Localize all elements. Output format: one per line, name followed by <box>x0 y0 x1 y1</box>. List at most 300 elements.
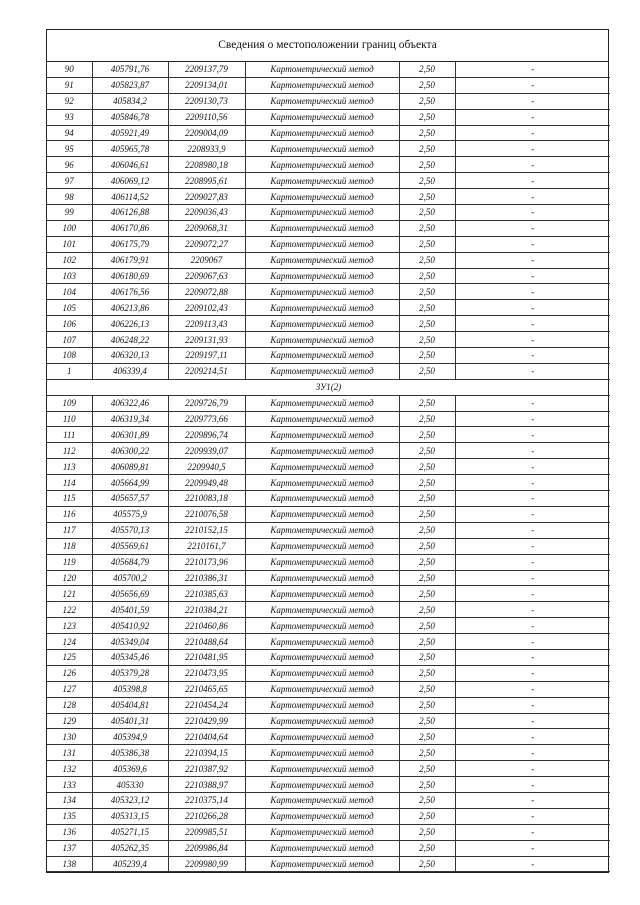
description-cell: - <box>455 459 610 475</box>
y-coordinate-cell: 2208933,9 <box>168 141 245 157</box>
precision-cell: 2,50 <box>399 284 455 300</box>
x-coordinate-cell: 406176,56 <box>92 284 168 300</box>
description-cell: - <box>455 268 610 284</box>
table-row <box>47 141 610 157</box>
method-cell: Картометрический метод <box>245 268 399 284</box>
precision-cell: 2,50 <box>399 634 455 650</box>
method-cell: Картометрический метод <box>245 538 399 554</box>
y-coordinate-cell: 2209986,84 <box>168 840 245 856</box>
point-number-cell: 113 <box>47 459 92 475</box>
precision-cell: 2,50 <box>399 506 455 522</box>
y-coordinate-cell: 2209949,48 <box>168 475 245 491</box>
x-coordinate-cell: 406248,22 <box>92 332 168 348</box>
x-coordinate-cell: 406319,34 <box>92 411 168 427</box>
table-row <box>47 634 610 650</box>
table-row <box>47 348 610 364</box>
method-cell: Картометрический метод <box>245 141 399 157</box>
precision-cell: 2,50 <box>399 77 455 93</box>
precision-cell: 2,50 <box>399 618 455 634</box>
description-cell: - <box>455 284 610 300</box>
table-row <box>47 205 610 221</box>
description-cell: - <box>455 586 610 602</box>
table-row <box>47 792 610 808</box>
method-cell: Картометрический метод <box>245 220 399 236</box>
y-coordinate-cell: 2209072,88 <box>168 284 245 300</box>
x-coordinate-cell: 405401,59 <box>92 602 168 618</box>
x-coordinate-cell: 406170,86 <box>92 220 168 236</box>
method-cell: Картометрический метод <box>245 284 399 300</box>
precision-cell: 2,50 <box>399 205 455 221</box>
precision-cell: 2,50 <box>399 649 455 665</box>
section-label: ЗУ1(2) <box>47 379 610 395</box>
method-cell: Картометрический метод <box>245 649 399 665</box>
precision-cell: 2,50 <box>399 252 455 268</box>
x-coordinate-cell: 406114,52 <box>92 189 168 205</box>
x-coordinate-cell: 406126,88 <box>92 205 168 221</box>
description-cell: - <box>455 205 610 221</box>
precision-cell: 2,50 <box>399 316 455 332</box>
description-cell: - <box>455 777 610 793</box>
point-number-cell: 95 <box>47 141 92 157</box>
description-cell: - <box>455 173 610 189</box>
description-cell: - <box>455 411 610 427</box>
method-cell: Картометрический метод <box>245 586 399 602</box>
method-cell: Картометрический метод <box>245 93 399 109</box>
description-cell: - <box>455 236 610 252</box>
precision-cell: 2,50 <box>399 332 455 348</box>
table-row <box>47 649 610 665</box>
method-cell: Картометрический метод <box>245 189 399 205</box>
precision-cell: 2,50 <box>399 856 455 872</box>
precision-cell: 2,50 <box>399 713 455 729</box>
method-cell: Картометрический метод <box>245 618 399 634</box>
point-number-cell: 121 <box>47 586 92 602</box>
method-cell: Картометрический метод <box>245 697 399 713</box>
point-number-cell: 122 <box>47 602 92 618</box>
precision-cell: 2,50 <box>399 681 455 697</box>
description-cell: - <box>455 522 610 538</box>
description-cell: - <box>455 681 610 697</box>
point-number-cell: 120 <box>47 570 92 586</box>
method-cell: Картометрический метод <box>245 634 399 650</box>
point-number-cell: 131 <box>47 745 92 761</box>
y-coordinate-cell: 2209773,66 <box>168 411 245 427</box>
method-cell: Картометрический метод <box>245 411 399 427</box>
point-number-cell: 102 <box>47 252 92 268</box>
y-coordinate-cell: 2210454,24 <box>168 697 245 713</box>
description-cell: - <box>455 697 610 713</box>
point-number-cell: 134 <box>47 792 92 808</box>
method-cell: Картометрический метод <box>245 252 399 268</box>
table-row <box>47 475 610 491</box>
precision-cell: 2,50 <box>399 475 455 491</box>
y-coordinate-cell: 2209067 <box>168 252 245 268</box>
table-row <box>47 427 610 443</box>
precision-cell: 2,50 <box>399 586 455 602</box>
description-cell: - <box>455 93 610 109</box>
description-cell: - <box>455 792 610 808</box>
point-number-cell: 123 <box>47 618 92 634</box>
description-cell: - <box>455 808 610 824</box>
y-coordinate-cell: 2209214,51 <box>168 363 245 379</box>
description-cell: - <box>455 363 610 379</box>
y-coordinate-cell: 2209072,27 <box>168 236 245 252</box>
method-cell: Картометрический метод <box>245 125 399 141</box>
x-coordinate-cell: 406322,46 <box>92 395 168 411</box>
table-body-part-2 <box>47 395 610 872</box>
description-cell: - <box>455 713 610 729</box>
x-coordinate-cell: 405323,12 <box>92 792 168 808</box>
precision-cell: 2,50 <box>399 348 455 364</box>
table-row <box>47 697 610 713</box>
point-number-cell: 91 <box>47 77 92 93</box>
description-cell: - <box>455 443 610 459</box>
point-number-cell: 130 <box>47 729 92 745</box>
x-coordinate-cell: 406046,61 <box>92 157 168 173</box>
x-coordinate-cell: 405846,78 <box>92 109 168 125</box>
point-number-cell: 105 <box>47 300 92 316</box>
y-coordinate-cell: 2210266,28 <box>168 808 245 824</box>
point-number-cell: 110 <box>47 411 92 427</box>
x-coordinate-cell: 405656,69 <box>92 586 168 602</box>
y-coordinate-cell: 2209110,56 <box>168 109 245 125</box>
y-coordinate-cell: 2209102,43 <box>168 300 245 316</box>
table-row <box>47 745 610 761</box>
coordinates-document <box>46 29 609 873</box>
method-cell: Картометрический метод <box>245 856 399 872</box>
x-coordinate-cell: 406175,79 <box>92 236 168 252</box>
point-number-cell: 99 <box>47 205 92 221</box>
precision-cell: 2,50 <box>399 840 455 856</box>
method-cell: Картометрический метод <box>245 713 399 729</box>
y-coordinate-cell: 2210385,63 <box>168 586 245 602</box>
y-coordinate-cell: 2209131,93 <box>168 332 245 348</box>
x-coordinate-cell: 405398,8 <box>92 681 168 697</box>
table-row <box>47 268 610 284</box>
x-coordinate-cell: 405330 <box>92 777 168 793</box>
x-coordinate-cell: 405575,9 <box>92 506 168 522</box>
description-cell: - <box>455 300 610 316</box>
precision-cell: 2,50 <box>399 236 455 252</box>
y-coordinate-cell: 2210488,64 <box>168 634 245 650</box>
precision-cell: 2,50 <box>399 745 455 761</box>
table-row <box>47 729 610 745</box>
table-row <box>47 300 610 316</box>
point-number-cell: 133 <box>47 777 92 793</box>
description-cell: - <box>455 157 610 173</box>
method-cell: Картометрический метод <box>245 300 399 316</box>
description-cell: - <box>455 824 610 840</box>
point-number-cell: 97 <box>47 173 92 189</box>
x-coordinate-cell: 405345,46 <box>92 649 168 665</box>
precision-cell: 2,50 <box>399 93 455 109</box>
x-coordinate-cell: 405349,04 <box>92 634 168 650</box>
precision-cell: 2,50 <box>399 363 455 379</box>
point-number-cell: 109 <box>47 395 92 411</box>
precision-cell: 2,50 <box>399 220 455 236</box>
table-row <box>47 109 610 125</box>
x-coordinate-cell: 405791,76 <box>92 62 168 77</box>
y-coordinate-cell: 2210152,15 <box>168 522 245 538</box>
y-coordinate-cell: 2208980,18 <box>168 157 245 173</box>
description-cell: - <box>455 745 610 761</box>
y-coordinate-cell: 2210083,18 <box>168 491 245 507</box>
section-header-row <box>47 379 610 395</box>
description-cell: - <box>455 840 610 856</box>
precision-cell: 2,50 <box>399 602 455 618</box>
description-cell: - <box>455 475 610 491</box>
method-cell: Картометрический метод <box>245 77 399 93</box>
y-coordinate-cell: 2209004,09 <box>168 125 245 141</box>
table-row <box>47 332 610 348</box>
x-coordinate-cell: 405700,2 <box>92 570 168 586</box>
table-row <box>47 363 610 379</box>
point-number-cell: 112 <box>47 443 92 459</box>
method-cell: Картометрический метод <box>245 491 399 507</box>
method-cell: Картометрический метод <box>245 459 399 475</box>
description-cell: - <box>455 554 610 570</box>
description-cell: - <box>455 62 610 77</box>
description-cell: - <box>455 109 610 125</box>
description-cell: - <box>455 856 610 872</box>
x-coordinate-cell: 405684,79 <box>92 554 168 570</box>
method-cell: Картометрический метод <box>245 681 399 697</box>
description-cell: - <box>455 427 610 443</box>
method-cell: Картометрический метод <box>245 745 399 761</box>
method-cell: Картометрический метод <box>245 332 399 348</box>
point-number-cell: 124 <box>47 634 92 650</box>
point-number-cell: 132 <box>47 761 92 777</box>
method-cell: Картометрический метод <box>245 808 399 824</box>
description-cell: - <box>455 220 610 236</box>
method-cell: Картометрический метод <box>245 665 399 681</box>
table-row <box>47 491 610 507</box>
y-coordinate-cell: 2210465,65 <box>168 681 245 697</box>
precision-cell: 2,50 <box>399 125 455 141</box>
precision-cell: 2,50 <box>399 665 455 681</box>
table-row <box>47 761 610 777</box>
y-coordinate-cell: 2210076,58 <box>168 506 245 522</box>
point-number-cell: 111 <box>47 427 92 443</box>
x-coordinate-cell: 406301,89 <box>92 427 168 443</box>
x-coordinate-cell: 406226,13 <box>92 316 168 332</box>
x-coordinate-cell: 406069,12 <box>92 173 168 189</box>
x-coordinate-cell: 405965,78 <box>92 141 168 157</box>
precision-cell: 2,50 <box>399 189 455 205</box>
y-coordinate-cell: 2210384,21 <box>168 602 245 618</box>
table-row <box>47 618 610 634</box>
y-coordinate-cell: 2209197,11 <box>168 348 245 364</box>
x-coordinate-cell: 405664,99 <box>92 475 168 491</box>
description-cell: - <box>455 348 610 364</box>
description-cell: - <box>455 395 610 411</box>
section-header-row-group <box>47 379 610 395</box>
precision-cell: 2,50 <box>399 395 455 411</box>
y-coordinate-cell: 2210387,92 <box>168 761 245 777</box>
description-cell: - <box>455 332 610 348</box>
x-coordinate-cell: 405404,81 <box>92 697 168 713</box>
x-coordinate-cell: 406213,86 <box>92 300 168 316</box>
point-number-cell: 93 <box>47 109 92 125</box>
description-cell: - <box>455 538 610 554</box>
point-number-cell: 90 <box>47 62 92 77</box>
point-number-cell: 136 <box>47 824 92 840</box>
table-row <box>47 840 610 856</box>
point-number-cell: 108 <box>47 348 92 364</box>
table-row <box>47 713 610 729</box>
precision-cell: 2,50 <box>399 411 455 427</box>
precision-cell: 2,50 <box>399 109 455 125</box>
point-number-cell: 135 <box>47 808 92 824</box>
method-cell: Картометрический метод <box>245 173 399 189</box>
method-cell: Картометрический метод <box>245 506 399 522</box>
table-row <box>47 443 610 459</box>
point-number-cell: 138 <box>47 856 92 872</box>
y-coordinate-cell: 2209939,07 <box>168 443 245 459</box>
y-coordinate-cell: 2209067,63 <box>168 268 245 284</box>
precision-cell: 2,50 <box>399 141 455 157</box>
x-coordinate-cell: 405369,6 <box>92 761 168 777</box>
description-cell: - <box>455 634 610 650</box>
y-coordinate-cell: 2208995,61 <box>168 173 245 189</box>
precision-cell: 2,50 <box>399 792 455 808</box>
point-number-cell: 104 <box>47 284 92 300</box>
point-number-cell: 92 <box>47 93 92 109</box>
x-coordinate-cell: 405271,15 <box>92 824 168 840</box>
y-coordinate-cell: 2209027,83 <box>168 189 245 205</box>
table-row <box>47 252 610 268</box>
method-cell: Картометрический метод <box>245 729 399 745</box>
method-cell: Картометрический метод <box>245 316 399 332</box>
y-coordinate-cell: 2209137,79 <box>168 62 245 77</box>
point-number-cell: 101 <box>47 236 92 252</box>
method-cell: Картометрический метод <box>245 777 399 793</box>
table-row <box>47 316 610 332</box>
description-cell: - <box>455 141 610 157</box>
x-coordinate-cell: 405410,92 <box>92 618 168 634</box>
y-coordinate-cell: 2209726,79 <box>168 395 245 411</box>
precision-cell: 2,50 <box>399 554 455 570</box>
table-row <box>47 93 610 109</box>
precision-cell: 2,50 <box>399 570 455 586</box>
point-number-cell: 94 <box>47 125 92 141</box>
y-coordinate-cell: 2210386,31 <box>168 570 245 586</box>
document-title: Сведения о местоположении границ объекта <box>47 30 608 62</box>
precision-cell: 2,50 <box>399 173 455 189</box>
x-coordinate-cell: 406179,91 <box>92 252 168 268</box>
description-cell: - <box>455 665 610 681</box>
table-row <box>47 570 610 586</box>
table-row <box>47 665 610 681</box>
table-row <box>47 602 610 618</box>
description-cell: - <box>455 252 610 268</box>
x-coordinate-cell: 405834,2 <box>92 93 168 109</box>
point-number-cell: 103 <box>47 268 92 284</box>
description-cell: - <box>455 506 610 522</box>
method-cell: Картометрический метод <box>245 840 399 856</box>
table-row <box>47 459 610 475</box>
method-cell: Картометрический метод <box>245 205 399 221</box>
precision-cell: 2,50 <box>399 522 455 538</box>
x-coordinate-cell: 406089,81 <box>92 459 168 475</box>
x-coordinate-cell: 405823,87 <box>92 77 168 93</box>
method-cell: Картометрический метод <box>245 522 399 538</box>
y-coordinate-cell: 2209940,5 <box>168 459 245 475</box>
table-row <box>47 189 610 205</box>
point-number-cell: 119 <box>47 554 92 570</box>
y-coordinate-cell: 2210481,95 <box>168 649 245 665</box>
description-cell: - <box>455 649 610 665</box>
precision-cell: 2,50 <box>399 808 455 824</box>
table-row <box>47 538 610 554</box>
table-row <box>47 522 610 538</box>
method-cell: Картометрический метод <box>245 395 399 411</box>
description-cell: - <box>455 491 610 507</box>
description-cell: - <box>455 602 610 618</box>
method-cell: Картометрический метод <box>245 570 399 586</box>
x-coordinate-cell: 406300,22 <box>92 443 168 459</box>
precision-cell: 2,50 <box>399 729 455 745</box>
method-cell: Картометрический метод <box>245 348 399 364</box>
method-cell: Картометрический метод <box>245 824 399 840</box>
method-cell: Картометрический метод <box>245 475 399 491</box>
y-coordinate-cell: 2209134,01 <box>168 77 245 93</box>
description-cell: - <box>455 761 610 777</box>
x-coordinate-cell: 405657,57 <box>92 491 168 507</box>
table-row <box>47 411 610 427</box>
precision-cell: 2,50 <box>399 427 455 443</box>
y-coordinate-cell: 2209130,73 <box>168 93 245 109</box>
description-cell: - <box>455 189 610 205</box>
point-number-cell: 125 <box>47 649 92 665</box>
table-row <box>47 586 610 602</box>
y-coordinate-cell: 2210388,97 <box>168 777 245 793</box>
point-number-cell: 129 <box>47 713 92 729</box>
point-number-cell: 137 <box>47 840 92 856</box>
precision-cell: 2,50 <box>399 300 455 316</box>
table-row <box>47 777 610 793</box>
y-coordinate-cell: 2210473,95 <box>168 665 245 681</box>
y-coordinate-cell: 2209068,31 <box>168 220 245 236</box>
y-coordinate-cell: 2209980,99 <box>168 856 245 872</box>
point-number-cell: 114 <box>47 475 92 491</box>
table-row <box>47 824 610 840</box>
y-coordinate-cell: 2210404,64 <box>168 729 245 745</box>
y-coordinate-cell: 2210375,14 <box>168 792 245 808</box>
x-coordinate-cell: 405239,4 <box>92 856 168 872</box>
x-coordinate-cell: 405401,31 <box>92 713 168 729</box>
point-number-cell: 106 <box>47 316 92 332</box>
y-coordinate-cell: 2210173,96 <box>168 554 245 570</box>
table-row <box>47 220 610 236</box>
precision-cell: 2,50 <box>399 761 455 777</box>
table-row <box>47 808 610 824</box>
point-number-cell: 96 <box>47 157 92 173</box>
point-number-cell: 100 <box>47 220 92 236</box>
table-row <box>47 157 610 173</box>
table-row <box>47 77 610 93</box>
point-number-cell: 116 <box>47 506 92 522</box>
table-body-part-1 <box>47 62 610 379</box>
y-coordinate-cell: 2209036,43 <box>168 205 245 221</box>
y-coordinate-cell: 2209896,74 <box>168 427 245 443</box>
table-row <box>47 681 610 697</box>
x-coordinate-cell: 405379,28 <box>92 665 168 681</box>
point-number-cell: 1 <box>47 363 92 379</box>
x-coordinate-cell: 406320,13 <box>92 348 168 364</box>
precision-cell: 2,50 <box>399 268 455 284</box>
table-row <box>47 554 610 570</box>
